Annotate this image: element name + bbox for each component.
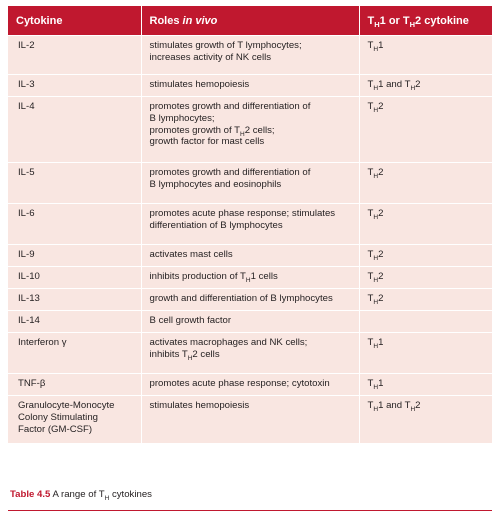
th-type-and: and xyxy=(383,79,405,90)
th-type-subscript: H xyxy=(373,85,379,92)
cytokine-name: IL-14 xyxy=(18,315,40,326)
caption-text-before: A range of T xyxy=(50,489,105,500)
role-line: stimulates hemopoiesis xyxy=(149,400,250,411)
th-type-cell xyxy=(359,289,492,311)
table-row xyxy=(8,396,492,443)
caption-rule xyxy=(8,510,492,511)
role-line: promotes growth and differentiation of xyxy=(149,167,311,178)
th-type-number: 2 xyxy=(378,101,384,112)
cytokine-cell xyxy=(8,97,141,163)
th-type-number: 2 xyxy=(378,271,384,282)
th-type-t: T xyxy=(404,79,411,90)
role-line xyxy=(150,271,351,283)
th-type-subscript: H xyxy=(373,107,379,114)
th-type-t: T xyxy=(367,208,374,219)
table-row xyxy=(8,75,492,97)
cytokine-cell xyxy=(8,333,141,374)
th-type-number: 2 xyxy=(415,400,421,411)
table-row xyxy=(8,289,492,311)
th-type-t: T xyxy=(367,337,374,348)
cytokine-cell xyxy=(8,396,141,443)
role-line-subscript: H xyxy=(245,277,251,284)
header-th-type xyxy=(359,6,492,36)
cytokine-cell xyxy=(8,36,141,75)
th-type-t: T xyxy=(367,293,374,304)
th-type-number: 1 xyxy=(378,337,384,348)
table-row xyxy=(8,204,492,245)
th-type-cell xyxy=(359,311,492,333)
th-type-t: T xyxy=(367,249,374,260)
role-line-text: promotes growth of T xyxy=(149,124,240,136)
th-type-t: T xyxy=(367,40,374,51)
cytokine-name: TNF-β xyxy=(18,378,46,389)
th-type-number: 1 xyxy=(378,378,384,389)
roles-cell xyxy=(141,289,359,311)
th-type-subscript: H xyxy=(373,406,379,413)
cytokine-cell xyxy=(8,204,141,245)
role-line xyxy=(150,349,351,361)
th-type-cell xyxy=(359,267,492,289)
cytokine-table xyxy=(8,6,492,443)
cytokine-name: IL-9 xyxy=(18,249,35,260)
table-body xyxy=(8,36,492,443)
role-line: promotes acute phase response; cytotoxin xyxy=(149,378,330,389)
th-type-cell xyxy=(359,245,492,267)
table-row xyxy=(8,374,492,396)
role-line xyxy=(150,125,351,137)
cytokine-name: Colony Stimulating xyxy=(18,411,98,423)
role-line: activates macrophages and NK cells; xyxy=(149,337,308,348)
table-row xyxy=(8,333,492,374)
role-line: activates mast cells xyxy=(149,249,233,260)
th-type-t: T xyxy=(367,101,374,112)
th-type-number: 2 xyxy=(378,208,384,219)
cytokine-name: IL-13 xyxy=(18,293,40,304)
roles-cell xyxy=(141,333,359,374)
role-line: B cell growth factor xyxy=(149,315,232,326)
table-row xyxy=(8,97,492,163)
th-type-cell xyxy=(359,75,492,97)
cytokine-cell xyxy=(8,374,141,396)
th-type-subscript: H xyxy=(373,277,379,284)
th-type-cell xyxy=(359,36,492,75)
table-row xyxy=(8,267,492,289)
th-type-subscript: H xyxy=(410,406,416,413)
role-line-text: inhibits T xyxy=(149,348,188,360)
th-type-cell xyxy=(359,97,492,163)
cytokine-cell xyxy=(8,75,141,97)
roles-cell xyxy=(141,75,359,97)
roles-cell xyxy=(141,245,359,267)
roles-cell xyxy=(141,97,359,163)
role-line: stimulates hemopoiesis xyxy=(149,79,250,90)
th-type-cell xyxy=(359,374,492,396)
th-type-subscript: H xyxy=(373,214,379,221)
th-type-number: 1 xyxy=(378,400,384,411)
table-caption xyxy=(10,489,152,500)
th-type-subscript: H xyxy=(373,384,379,391)
role-line: B lymphocytes and eosinophils xyxy=(149,178,282,190)
th-type-number: 2 xyxy=(378,293,384,304)
table-row xyxy=(8,311,492,333)
cytokine-cell xyxy=(8,311,141,333)
th-type-number: 2 xyxy=(378,249,384,260)
cytokine-name: IL-10 xyxy=(18,271,40,282)
th-type-t: T xyxy=(367,400,374,411)
header-th-sub2: H xyxy=(409,19,416,29)
th-type-subscript: H xyxy=(373,255,379,262)
table-row xyxy=(8,163,492,204)
role-line: promotes acute phase response; stimulates xyxy=(149,208,336,219)
role-line-text: 1 cells xyxy=(250,271,278,282)
cytokine-name: IL-3 xyxy=(18,79,35,90)
role-line-text: inhibits production of T xyxy=(149,271,246,282)
cytokine-name: IL-5 xyxy=(18,167,35,178)
cytokine-name: IL-4 xyxy=(18,101,35,112)
table-row xyxy=(8,245,492,267)
header-cytokine-label: Cytokine xyxy=(16,14,63,27)
role-line: growth factor for mast cells xyxy=(149,136,265,148)
roles-cell xyxy=(141,374,359,396)
cytokine-cell xyxy=(8,245,141,267)
th-type-cell xyxy=(359,333,492,374)
header-th-end: 2 cytokine xyxy=(415,14,469,27)
th-type-cell xyxy=(359,396,492,443)
th-type-t: T xyxy=(404,400,411,411)
th-type-number: 1 xyxy=(378,79,384,90)
cytokine-name: IL-2 xyxy=(18,40,35,51)
th-type-number: 2 xyxy=(378,167,384,178)
cytokine-name: Granulocyte-Monocyte xyxy=(18,400,115,411)
role-line: increases activity of NK cells xyxy=(149,51,272,63)
th-type-subscript: H xyxy=(373,343,379,350)
role-line: stimulates growth of T lymphocytes; xyxy=(149,40,302,51)
roles-cell xyxy=(141,36,359,75)
role-line-subscript: H xyxy=(187,354,193,362)
caption-label: Table 4.5 xyxy=(10,489,51,500)
header-th-t1: T xyxy=(367,14,375,27)
th-type-number: 2 xyxy=(415,79,421,90)
cytokine-cell xyxy=(8,163,141,204)
roles-cell xyxy=(141,163,359,204)
header-roles-label: Roles xyxy=(149,14,183,27)
cytokine-name: Interferon γ xyxy=(18,337,67,348)
role-line-subscript: H xyxy=(239,130,245,138)
th-type-cell xyxy=(359,163,492,204)
caption-subscript: H xyxy=(104,495,110,502)
role-line: promotes growth and differentiation of xyxy=(149,101,311,112)
th-type-subscript: H xyxy=(373,173,379,180)
header-roles xyxy=(141,6,359,36)
roles-cell xyxy=(141,267,359,289)
roles-cell xyxy=(141,204,359,245)
cytokine-name: IL-6 xyxy=(18,208,35,219)
role-line-text: 2 cells; xyxy=(244,124,275,136)
caption-text-after: cytokines xyxy=(109,489,152,500)
header-th-mid: 1 or T xyxy=(379,14,410,27)
cytokine-cell xyxy=(8,267,141,289)
header-cytokine xyxy=(8,6,141,36)
cytokine-name: Factor (GM-CSF) xyxy=(18,423,93,435)
role-line: B lymphocytes; xyxy=(149,112,215,124)
th-type-number: 1 xyxy=(378,40,384,51)
th-type-t: T xyxy=(367,378,374,389)
table-row xyxy=(8,36,492,75)
th-type-and: and xyxy=(383,400,405,411)
role-line: differentiation of B lymphocytes xyxy=(149,219,283,231)
cytokine-cell xyxy=(8,289,141,311)
role-line-text: 2 cells xyxy=(192,348,220,360)
header-th-sub1: H xyxy=(374,19,380,29)
th-type-subscript: H xyxy=(373,299,379,306)
header-roles-italic: in vivo xyxy=(182,14,218,27)
roles-cell xyxy=(141,311,359,333)
th-type-t: T xyxy=(367,79,374,90)
th-type-cell xyxy=(359,204,492,245)
roles-cell xyxy=(141,396,359,443)
th-type-t: T xyxy=(367,271,374,282)
role-line: growth and differentiation of B lymphocytes xyxy=(149,293,333,304)
table-header-row xyxy=(8,6,492,36)
th-type-subscript: H xyxy=(373,46,379,53)
th-type-t: T xyxy=(367,167,374,178)
th-type-subscript: H xyxy=(410,85,416,92)
